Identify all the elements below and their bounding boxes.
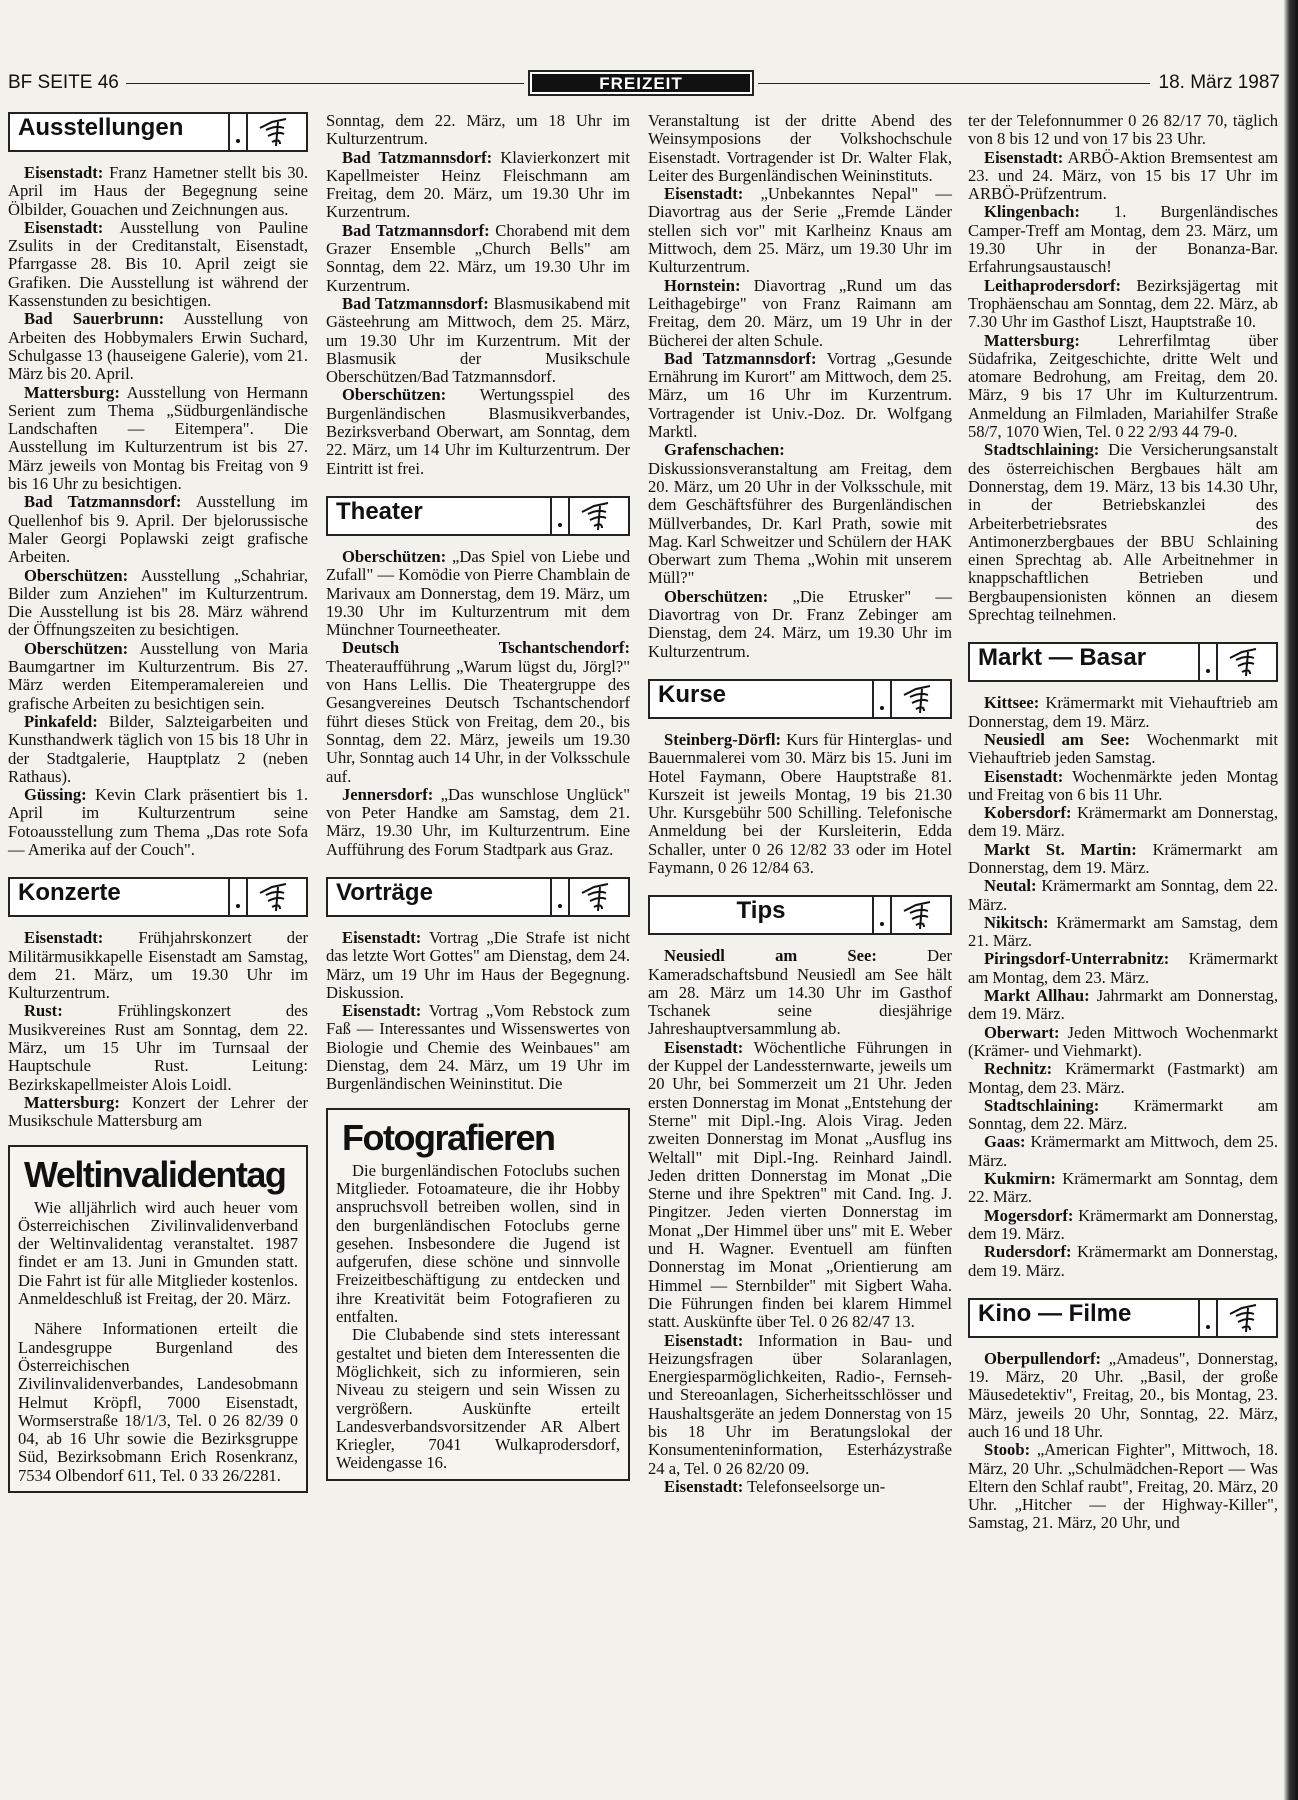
section-title-kurse: Kurse [658, 680, 727, 708]
header-rule-right [758, 83, 1150, 84]
dot-icon [1198, 644, 1218, 680]
column-2 [326, 112, 630, 1481]
section-title-kino: Kino — Filme [978, 1299, 1132, 1327]
paragraph: Mattersburg: Lehrerfilmtag über Südafrika, Zeitgeschichte, dritte Welt und atomare Bedrohung, am Freitag, dem 20. März, 9 bis 17 Uhr im Kulturzentrum. Anmeldung an Filmladen, Mariahilfer Straße 58/7, 1070 Wien, Tel. 0 22 2/93 44 79-0. [968, 330, 1278, 442]
page-header [8, 72, 1286, 96]
paragraph: Piringsdorf-Unterrabnitz: Krämermarkt am Montag, dem 23. März. [968, 949, 1278, 987]
paragraph: Oberschützen: „Die Etrusker" — Diavortrag von Dr. Franz Zebinger am Dienstag, dem 24. März, um 19.30 Uhr im Kulturzentrum. [648, 586, 952, 661]
section-title-konzerte: Konzerte [18, 879, 121, 907]
section-header-markt [968, 642, 1278, 682]
paragraph: Eisenstadt: Wochenmärkte jeden Montag und Freitag von 6 bis 11 Uhr. [968, 766, 1278, 804]
squiggle-icon [1218, 1300, 1276, 1336]
paragraph: Neusiedl am See: Der Kameradschaftsbund Neusiedl am See hält am 28. März um 14.30 Uhr im Gasthof Tschanek seine diesjährige Jahreshauptversammlung ab. [648, 946, 952, 1039]
section-title-tips: Tips [736, 897, 786, 925]
paragraph: Eisenstadt: Frühjahrskonzert der Militärmusikkapelle Eisenstadt am Samstag, dem 21. März, um 19.30 Uhr im Kulturzentrum. [8, 928, 308, 1003]
dot-icon [872, 897, 892, 933]
paragraph: Nähere Informationen erteilt die Landesgruppe Burgenland des Österreichischen Zivilinvalidenverbandes, Landesobmann Helmut Kröpfl, 7000 Eisenstadt, Wormserstraße 18/1/3, Tel. 0 26 82/39 0 04, ab 16 Uhr sowie die Bezirksgruppe Süd, Bezirksobmann Erich Rosenkranz, 7534 Olbendorf 611, Tel. 0 33 26/2281. [18, 1319, 298, 1485]
section-header-theater [326, 496, 630, 536]
paragraph: Stadtschlaining: Krämermarkt am Sonntag, dem 22. März. [968, 1095, 1278, 1134]
notice-box-weltinvalidentag [8, 1145, 308, 1493]
dot-icon [1198, 1300, 1218, 1336]
section-banner [528, 70, 754, 96]
paragraph: Eisenstadt: ARBÖ-Aktion Bremsentest am 23. und 24. März, von 15 bis 17 Uhr im ARBÖ-Prüfzentrum. [968, 147, 1278, 204]
paragraph: Eisenstadt: „Unbekanntes Nepal" — Diavortrag aus der Serie „Fremde Länder stellen sich vor" mit Karlheinz Knaus am Mittwoch, dem 25. März, um 19.30 Uhr im Kulturzentrum. [648, 184, 952, 277]
paragraph: Leithaprodersdorf: Bezirksjägertag mit Trophäenschau am Sonntag, dem 22. März, ab 7.30 Uhr im Gasthof Liszt, Hauptstraße 10. [968, 275, 1278, 332]
paragraph: Eisenstadt: Vortrag „Vom Rebstock zum Faß — Interessantes und Wissenswertes von Biologie und Chemie des Weinbaues" am Dienstag, dem 24. März, um 19 Uhr im Burgenländischen Weininstitut. Die [326, 1001, 630, 1094]
section-title-vortraege: Vorträge [336, 878, 433, 906]
notice-title: Fotografieren [342, 1116, 555, 1158]
paragraph: Sonntag, dem 22. März, um 18 Uhr im Kulturzentrum. [326, 111, 630, 149]
paragraph: Bad Sauerbrunn: Ausstellung von Arbeiten des Hobbymalers Erwin Suchard, Schulgasse 13 (hauseigene Galerie), vom 21. März bis 20. April. [8, 309, 308, 384]
dot-icon [228, 879, 248, 915]
paragraph: Güssing: Kevin Clark präsentiert bis 1. April im Kulturzentrum seine Fotoausstellung zum Thema „Das rote Sofa — Amerika auf der Couch". [8, 785, 308, 859]
paragraph: Die Clubabende sind stets interessant gestaltet und bieten dem Interessenten die Möglichkeit, sich zu informieren, sein Niveau zu steigern und sein Wissen zu vergrößern. Auskünfte erteilt Landesverbandsvorsitzender AR Albert Kriegler, 7041 Wulkaprodersdorf, Weidengasse 16. [336, 1325, 620, 1473]
squiggle-icon [248, 114, 306, 150]
paragraph: Markt Allhau: Jahrmarkt am Donnerstag, dem 19. März. [968, 986, 1278, 1024]
paragraph: Veranstaltung ist der dritte Abend des Weinsymposions der Volkshochschule Eisenstadt. Vortragender ist Dr. Walter Flak, Leiter des Burgenländischen Weininstituts. [648, 111, 952, 185]
column-4 [968, 112, 1278, 1533]
paragraph: ter der Telefonnummer 0 26 82/17 70, täglich von 8 bis 12 und von 17 bis 23 Uhr. [968, 111, 1278, 149]
section-header-kino [968, 1298, 1278, 1338]
paragraph: Wie alljährlich wird auch heuer vom Österreichischen Zivilinvalidenverband der Weltinvalidentag veranstaltet. 1987 findet er am 13. Juni in Gmunden statt. Die Fahrt ist für alle Mitglieder kostenlos. Anmeldeschluß ist Freitag, der 20. März. [18, 1197, 298, 1309]
paragraph: Oberschützen: Wertungsspiel des Burgenländischen Blasmusikverbandes, Bezirksverband Oberwart, am Sonntag, dem 22. März, um 14 Uhr im Kulturzentrum. Der Eintritt ist frei. [326, 385, 630, 478]
squiggle-icon [248, 879, 306, 915]
paragraph: Neusiedl am See: Wochenmarkt mit Viehauftrieb jeden Samstag. [968, 729, 1278, 768]
paragraph: Grafenschachen: Diskussionsveranstaltung am Freitag, dem 20. März, um 20 Uhr in der Volksschule, mit dem Geschäftsführer des Burgenländischen Müllverbandes, Dr. Karl Prath, sowie mit Mag. Karl Schweitzer und Schülern der HAK Oberwart zum Thema „Wohin mit unserem Müll?" [648, 440, 952, 588]
paragraph: Deutsch Tschantschendorf: Theateraufführung „Warum lügst du, Jörgl?" von Hans Lellis. Die Theatergruppe des Gesangvereines Deutsch Tschantschendorf führt dieses Stück von Freitag, dem 20., bis Sonntag, dem 22. März, jeweils um 19.30 Uhr, Sonntag auch 14 Uhr, in der Volksschule auf. [326, 638, 630, 786]
section-header-ausstellungen [8, 112, 308, 152]
paragraph: Rechnitz: Krämermarkt (Fastmarkt) am Montag, dem 23. März. [968, 1059, 1278, 1097]
paragraph: Eisenstadt: Franz Hametner stellt bis 30. April im Haus der Begegnung seine Ölbilder, Gouachen und Zeichnungen aus. [8, 163, 308, 219]
paragraph: Oberwart: Jeden Mittwoch Wochenmarkt (Krämer- und Viehmarkt). [968, 1022, 1278, 1060]
paragraph: Rust: Frühlingskonzert des Musikvereines Rust am Sonntag, dem 22. März, um 15 Uhr im Turnsaal der Hauptschule Rust. Leitung: Bezirkskapellmeister Alois Loidl. [8, 1001, 308, 1094]
header-rule-left [126, 83, 524, 84]
paragraph: Gaas: Krämermarkt am Mittwoch, dem 25. März. [968, 1132, 1278, 1170]
paragraph: Jennersdorf: „Das wunschlose Unglück" von Peter Handke am Samstag, dem 21. März, 19.30 Uhr, im Kulturzentrum. Eine Aufführung des Forum Stadtpark aus Graz. [326, 784, 630, 859]
section-title-markt: Markt — Basar [978, 644, 1147, 672]
paragraph: Mogersdorf: Krämermarkt am Donnerstag, dem 19. März. [968, 1205, 1278, 1243]
paragraph: Klingenbach: 1. Burgenländisches Camper-Treff am Montag, dem 23. März, um 19.30 Uhr in der Bonanza-Bar. Erfahrungsaustausch! [968, 202, 1278, 277]
dot-icon [228, 114, 248, 150]
section-header-kurse [648, 679, 952, 719]
page-label: BF SEITE 46 [8, 72, 119, 93]
section-title: FREIZEIT [532, 74, 750, 92]
paragraph: Die burgenländischen Fotoclubs suchen Mitglieder. Fotoamateure, die ihr Hobby anspruchsvoll betreiben wollen, sind in den burgenländischen Fotoclubs gerne gesehen. Insbesondere die Jugend ist aufgerufen, diese schöne und sinnvolle Freizeitbeschäftigung zu entdecken und ihre Kreativität beim Fotografieren zu entfalten. [336, 1160, 620, 1327]
paragraph: Bad Tatzmannsdorf: Blasmusikabend mit Gästeehrung am Mittwoch, dem 25. März, um 19.30 Uhr im Kurzentrum. Mit der Blasmusik der Musikschule Oberschützen/Bad Tatzmannsdorf. [326, 293, 630, 387]
column-1 [8, 112, 308, 1493]
paragraph: Bad Tatzmannsdorf: Chorabend mit dem Grazer Ensemble „Church Bells" am Sonntag, dem 22. März, um 19.30 Uhr im Kurzentrum. [326, 220, 630, 295]
paragraph: Oberschützen: Ausstellung „Schahriar, Bilder zum Anziehen" im Kulturzentrum. Die Ausstellung ist bis 28. März während der Öffnungszeiten zu besichtigen. [8, 565, 308, 640]
paragraph: Rudersdorf: Krämermarkt am Donnerstag, dem 19. März. [968, 1242, 1278, 1280]
dot-icon [550, 879, 570, 915]
paragraph: Oberschützen: „Das Spiel von Liebe und Zufall" — Komödie von Pierre Chamblain de Marivaux am Donnerstag, dem 19. März, um 19.30 Uhr im Kulturzentrum mit dem Münchner Tourneetheater. [326, 546, 630, 640]
paragraph: Pinkafeld: Bilder, Salzteigarbeiten und Kunsthandwerk täglich von 15 bis 18 Uhr in der Stadtgalerie, Hauptplatz 2 (neben Rathaus). [8, 711, 308, 786]
section-header-vortraege [326, 877, 630, 917]
dot-icon [872, 681, 892, 717]
paragraph: Kittsee: Krämermarkt mit Viehauftrieb am Donnerstag, dem 19. März. [968, 693, 1278, 731]
section-title-ausstellungen: Ausstellungen [18, 114, 184, 141]
column-3 [648, 112, 952, 1496]
paragraph: Stadtschlaining: Die Versicherungsanstalt des österreichischen Bergbaues hält am Donnerstag, dem 19. März, 13 bis 14.30 Uhr, in der Betriebskanzlei des Arbeiterbetriebsrates des Antimonerzbergbaues der BBU Schlaining einen Sprechtag ab. Alle Arbeitnehmer in knappschaftlichen Betrieben und Bergbaupensionisten können an diesem Sprechtag teilnehmen. [968, 440, 1278, 625]
paragraph: Eisenstadt: Information in Bau- und Heizungsfragen über Solaranlagen, Energiesparmöglichkeiten, Radio-, Fernseh- und Stereoanlagen, Sicherheitsschlösser und Haushaltsgeräte an jedem Donnerstag von 15 bis 18 Uhr im Beratungslokal der Konsumenteninformation, Esterházystraße 24 a, Tel. 0 26 82/20 09. [648, 1330, 952, 1478]
section-header-konzerte [8, 877, 308, 917]
section-title-theater: Theater [336, 497, 423, 525]
paragraph: Eisenstadt: Ausstellung von Pauline Zsulits in der Creditanstalt, Eisenstadt, Pfarrgasse 28. Bis 10. April zeigt sie Grafiken. Die Ausstellung ist während der Kassenstunden zu besichtigen. [8, 217, 308, 311]
paragraph: Steinberg-Dörfl: Kurs für Hinterglas- und Bauernmalerei vom 30. März bis 15. Juni im Hotel Faymann, Obere Hauptstraße 81. Kurszeit ist jeweils Montag, 19 bis 21.30 Uhr. Kursgebühr 500 Schilling. Telefonische Anmeldung bei der Kursleiterin, Edda Schaller, unter 0 26 12/82 33 oder im Hotel Faymann, 0 26 12/84 63. [648, 729, 952, 877]
paragraph: Kukmirn: Krämermarkt am Sonntag, dem 22. März. [968, 1169, 1278, 1207]
paragraph: Oberschützen: Ausstellung von Maria Baumgartner im Kulturzentrum. Bis 27. März werden Eitemperamalereien und grafische Arbeiten zu besichtigen sein. [8, 638, 308, 713]
paragraph: Eisenstadt: Vortrag „Die Strafe ist nicht das letzte Wort Gottes" am Dienstag, dem 24. März, um 19 Uhr im Haus der Begegnung. Diskussion. [326, 927, 630, 1002]
dot-icon [550, 498, 570, 534]
paragraph: Eisenstadt: Wöchentliche Führungen in der Kuppel der Landessternwarte, jeweils um 20 Uhr, bei Sommerzeit um 21 Uhr. Jeden ersten Donnerstag im Monat „Entstehung der Sterne" mit Dipl.-Ing. Alois Virag. Jeden zweiten Donnerstag im Monat „Ausflug ins Weltall" mit Dipl.-Ing. Reinhard Jaindl. Jeden dritten Donnerstag im Monat „Die Sterne und ihre Spektren" mit Cand. Ing. J. Pingitzer. Jeden vierten Donnerstag im Monat „Der Himmel über uns" mit E. Weber und H. Wagner. Eventuell am fünften Donnerstag im Monat „Orientierung am Himmel — Sternbilder" mit Sigbert Waha. Die Führungen finden bei klarem Himmel statt. Auskünfte über Tel. 0 26 82/47 13. [648, 1037, 952, 1332]
section-header-tips [648, 895, 952, 935]
paragraph: Oberpullendorf: „Amadeus", Donnerstag, 19. März, 20 Uhr. „Basil, der große Mäusedetektiv", Freitag, 20., bis Montag, 23. März, jeweils 20 Uhr, Sonntag, 22. März, auch 16 und 18 Uhr. [968, 1348, 1278, 1441]
paragraph: Neutal: Krämermarkt am Sonntag, dem 22. März. [968, 876, 1278, 914]
paragraph: Markt St. Martin: Krämermarkt am Donnerstag, dem 19. März. [968, 839, 1279, 877]
paragraph: Stoob: „American Fighter", Mittwoch, 18. März, 20 Uhr. „Schulmädchen-Report — Was Eltern den Schlaf raubt", Freitag, 20. März, 20 Uhr. „Hitcher — der Highway-Killer", Samstag, 21. März, 20 Uhr, und [968, 1440, 1278, 1533]
squiggle-icon [1218, 644, 1276, 680]
paragraph: Bad Tatzmannsdorf: Ausstellung im Quellenhof bis 9. April. Der bjelorussische Maler Georgi Poplawski zeigt grafische Arbeiten. [8, 492, 308, 567]
paragraph: Kobersdorf: Krämermarkt am Donnerstag, dem 19. März. [968, 803, 1278, 841]
squiggle-icon [570, 498, 628, 534]
squiggle-icon [892, 897, 950, 933]
paragraph: Bad Tatzmannsdorf: Vortrag „Gesunde Ernährung im Kurort" am Mittwoch, dem 25. März, um 16 Uhr im Kurzentrum. Vortragender ist Univ.-Doz. Dr. Wolfgang Marktl. [648, 348, 952, 442]
issue-date: 18. März 1987 [1158, 72, 1280, 93]
scan-edge [1284, 0, 1298, 1800]
paragraph: Mattersburg: Konzert der Lehrer der Musikschule Mattersburg am [8, 1092, 308, 1131]
squiggle-icon [892, 681, 950, 717]
paragraph: Bad Tatzmannsdorf: Klavierkonzert mit Kapellmeister Heinz Fleischmann am Freitag, dem 20. März, um 19.30 Uhr im Kurzentrum. [326, 147, 630, 222]
paragraph: Hornstein: Diavortrag „Rund um das Leithagebirge" von Franz Raimann am Freitag, dem 20. März, um 19 Uhr in der Bücherei der alten Schule. [648, 275, 952, 350]
notice-box-fotografieren [326, 1108, 630, 1481]
squiggle-icon [570, 879, 628, 915]
paragraph: Nikitsch: Krämermarkt am Samstag, dem 21. März. [968, 912, 1278, 951]
paragraph: Eisenstadt: Telefonseelsorge un- [664, 1476, 886, 1496]
notice-title: Weltinvalidentag [24, 1153, 286, 1195]
paragraph: Mattersburg: Ausstellung von Hermann Serient zum Thema „Südburgenländische Landschaften — Eitempera". Die Ausstellung im Kulturzentrum ist bis 27. März jeweils von Montag bis Freitag von 9 bis 16 Uhr zu besichtigen. [8, 382, 308, 494]
